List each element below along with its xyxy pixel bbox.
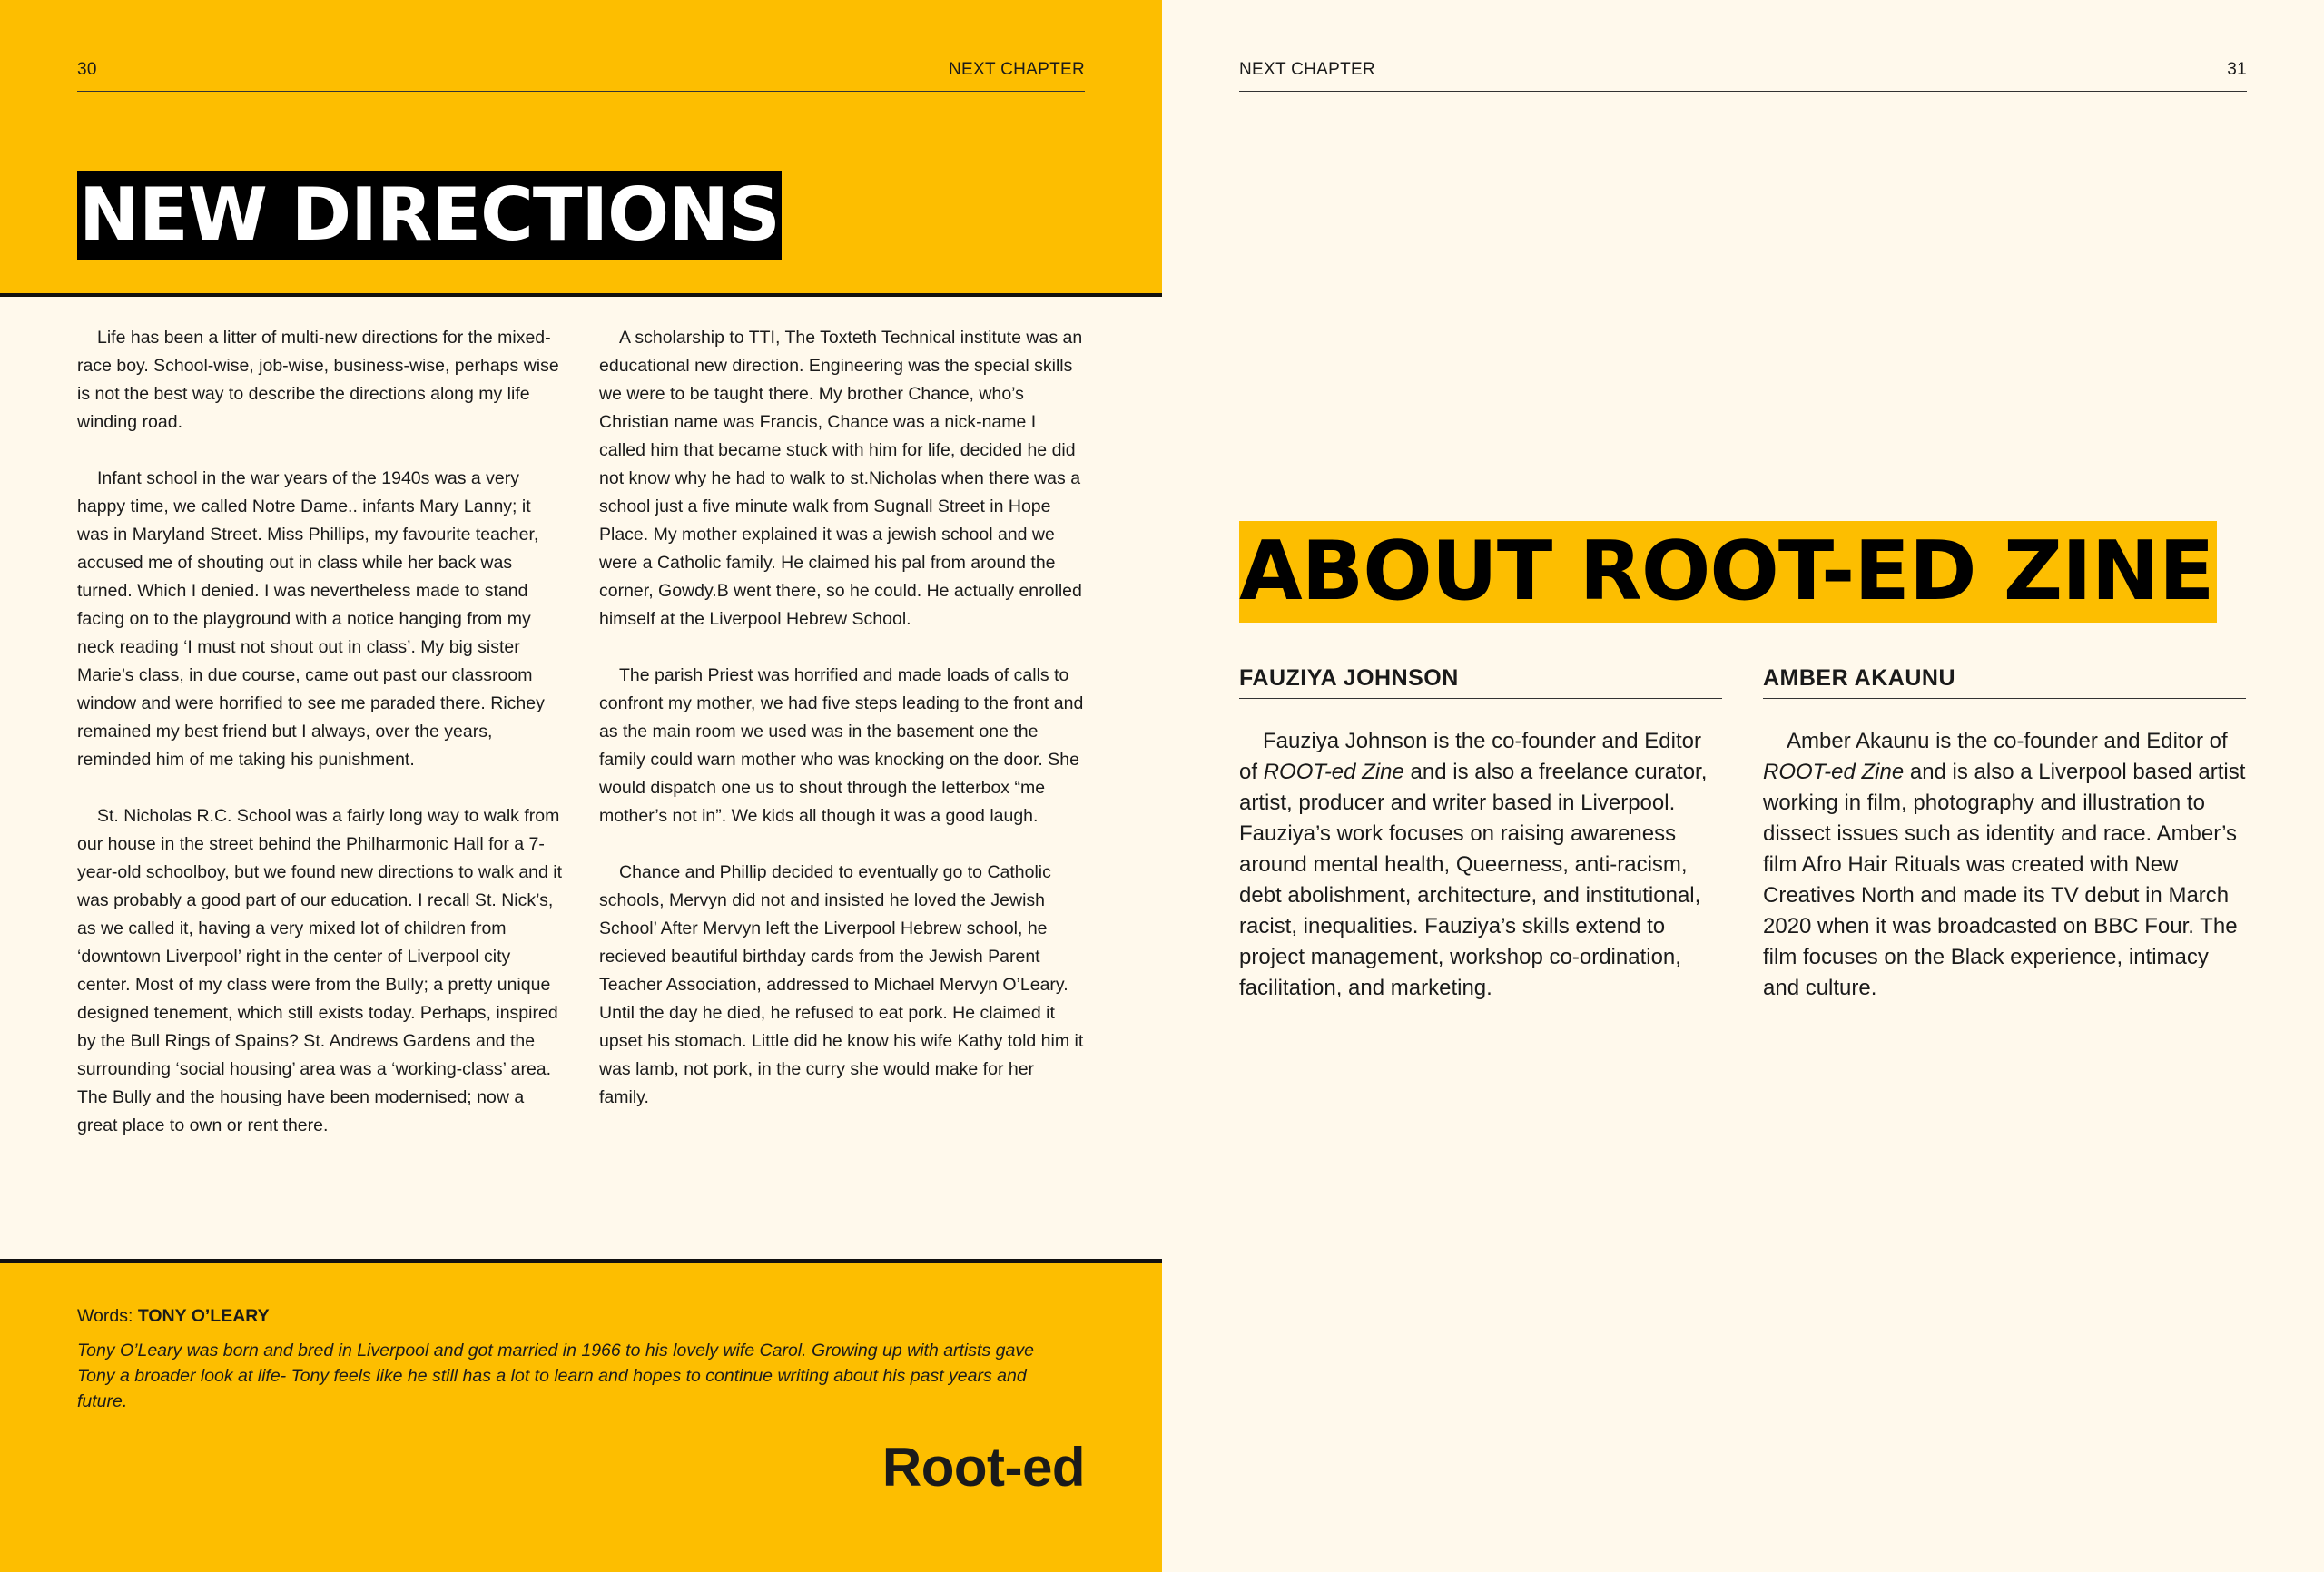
section-headline: ABOUT ROOT-ED ZINE: [1239, 521, 2217, 623]
author-credit: [77, 1303, 1085, 1414]
paragraph: Infant school in the war years of the 1940s was a very happy time, we called Notre Dame.. infants Mary Lanny; it was in Maryland Street. Miss Phillips, my favourite teacher, accused me of shouting out in class while her back was turned. Which I denied. I was nevertheless made to stand facing on to the playground with a notice hanging from my neck reading ‘I must not shout out in class’. My big sister Marie’s class, in due course, came out past our classroom window and were horrified to see me paraded there. Richey remained my best friend but I always, over the years, reminded him of me taking his punishment.: [77, 468, 545, 770]
bio-text: and is also a Liverpool based artist working in film, photography and illustration to dissect issues such as identity and race. Amber’s film Afro Hair Rituals was created with New Creatives North and made its TV debut in March 2020 when it was broadcasted on BBC Four. The film focuses on the Black experience, intimacy and culture.: [1763, 760, 2246, 1000]
paragraph: Chance and Phillip decided to eventually go to Catholic schools, Mervyn did not and insisted he loved the Jewish School’ After Mervyn left the Liverpool Hebrew school, he recieved beautiful birthday cards from the Jewish Parent Teacher Association, addressed to Michael Mervyn O’Leary. Until the day he died, he refused to eat pork. He claimed it upset his stomach. Little did he know his wife Kathy told him it was lamb, not pork, in the curry she would make for her family.: [599, 862, 1084, 1107]
bio-text: Fauziya Johnson is the co-founder and Editor of: [1239, 729, 1701, 784]
running-title: NEXT CHAPTER: [949, 60, 1085, 79]
page-number: 31: [2227, 60, 2247, 79]
page-number: 30: [77, 60, 97, 79]
left-page: [0, 0, 1162, 1568]
running-title: NEXT CHAPTER: [1239, 60, 1375, 79]
credit-label: Words:: [77, 1306, 138, 1326]
contributor-name: FAUZIYA JOHNSON: [1239, 665, 1722, 699]
paragraph: Life has been a litter of multi-new directions for the mixed-race boy. School-wise, job-wise, business-wise, perhaps wise is not the best way to describe the directions along my life winding road.: [77, 328, 559, 432]
contributor-bio: [1239, 726, 1722, 1004]
paragraph: The parish Priest was horrified and made loads of calls to confront my mother, we had five steps leading to the front and as the main room we used was in the basement one the family could warn mother who was knocking on the door. She would dispatch one us to shout through the letterbox “me mother’s not in”. We kids all though it was a good laugh.: [599, 665, 1084, 826]
contributor-amber: [1763, 665, 2246, 1004]
contributor-bio: [1763, 726, 2246, 1004]
article-column-2: [599, 324, 1085, 1140]
running-head-left: [77, 60, 1085, 92]
contributor-fauziya: [1239, 665, 1722, 1004]
author-name: TONY O’LEARY: [137, 1306, 270, 1326]
bio-text: and is also a freelance curator, artist, producer and writer based in Liverpool. Fauziya’s work focuses on raising awareness around mental health, Queerness, anti-racism, debt abolishment, architecture, and institutional, racist, inequalities. Fauziya’s skills extend to project management, workshop co-ordination, facilitation, and marketing.: [1239, 760, 1708, 1000]
right-page: [1162, 0, 2324, 1568]
article-headline: NEW DIRECTIONS: [77, 171, 782, 260]
zine-title: ROOT-ed Zine: [1763, 760, 1905, 784]
contributor-name: AMBER AKAUNU: [1763, 665, 2246, 699]
bio-text: Amber Akaunu is the co-founder and Editor of: [1787, 729, 2228, 753]
paragraph: A scholarship to TTI, The Toxteth Technical institute was an educational new direction. Engineering was the special skills we were to be taught there. My brother Chance, who’s Christian name was Francis, Chance was a nick-name I called him that became stuck with him for life, decided he did not know why he had to walk to st.Nicholas when there was a school just a five minute walk from Sugnall Street in Hope Place. My mother explained it was a jewish school and we were a Catholic family. He claimed his pal from around the corner, Gowdy.B went there, so he could. He actually enrolled himself at the Liverpool Hebrew School.: [599, 328, 1083, 629]
paragraph: St. Nicholas R.C. School was a fairly long way to walk from our house in the street behind the Philharmonic Hall for a 7-year-old schoolboy, but we found new directions to walk and it was probably a good part of our education. I recall St. Nick’s, as we called it, having a very mixed lot of children from ‘downtown Liverpool’ right in the center of Liverpool city center. Most of my class were from the Bully; a pretty unique designed tenement, which still exists today. Perhaps, inspired by the Bull Rings of Spains? St. Andrews Gardens and the surrounding ‘social housing’ area was a ‘working-class’ area. The Bully and the housing have been modernised; now a great place to own or rent there.: [77, 806, 563, 1135]
zine-title: ROOT-ed Zine: [1263, 760, 1404, 784]
author-bio: Tony O’Leary was born and bred in Liverpool and got married in 1966 to his lovely wife Carol. Growing up with artists gave Tony a broader look at life- Tony feels like he still has a lot to learn and hopes to continue writing about his past years and future.: [77, 1341, 1034, 1411]
article-column-1: [77, 324, 563, 1168]
running-head-right: [1239, 60, 2247, 92]
brand-logo: Root-ed: [881, 1437, 1085, 1498]
